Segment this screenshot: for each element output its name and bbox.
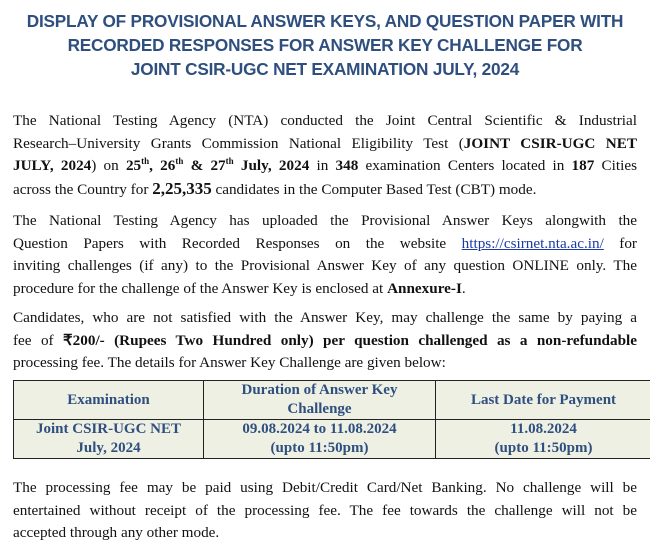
text: candidates in the Computer Based Test (CBT) mode.: [212, 181, 537, 198]
cell-text: (upto 11:50pm): [440, 439, 647, 458]
text: for: [604, 235, 637, 252]
cities-count: 187: [572, 157, 595, 174]
cell-text: July, 2024: [18, 439, 199, 458]
title-line-1: DISPLAY OF PROVISIONAL ANSWER KEYS, AND QUESTION PAPER WITH: [0, 9, 650, 33]
para3-line-1: Candidates, who are not satisfied with the Answer Key, may challenge the same by paying a: [13, 307, 637, 330]
annexure-reference: Annexure-I: [387, 280, 462, 297]
para1-line-3: [13, 155, 637, 178]
cell-last-date: [436, 420, 650, 459]
table-row: [14, 420, 650, 459]
paragraph-exam-conducted: [13, 110, 637, 201]
header-text: Examination: [18, 391, 199, 410]
paragraph-challenge-fee: [13, 307, 637, 375]
header-duration: [204, 381, 436, 420]
exam-year-bold: JULY, 2024: [13, 157, 91, 174]
cell-duration: [204, 420, 436, 459]
text: examination Centers located in: [358, 157, 571, 174]
paragraph-answer-keys-uploaded: [13, 210, 637, 300]
website-link[interactable]: https://csirnet.nta.ac.in/: [462, 235, 604, 252]
header-last-date: [436, 381, 650, 420]
text: Question Papers with Recorded Responses on the website: [13, 235, 462, 252]
cell-text: (upto 11:50pm): [208, 439, 431, 458]
para4-line-1: The processing fee may be paid using Debit/Credit Card/Net Banking. No challenge will be: [13, 477, 637, 500]
fee-amount: ₹200/- (Rupees Two Hundred only) per question challenged as a non-refundable: [63, 332, 637, 349]
centers-count: 348: [336, 157, 359, 174]
para2-line-3: inviting challenges (if any) to the Provisional Answer Key of any question ONLINE only. The: [13, 255, 637, 278]
text: procedure for the challenge of the Answer Key is enclosed at: [13, 280, 387, 297]
para3-line-2: [13, 330, 637, 353]
text: in: [309, 157, 335, 174]
para4-line-2: entertained without receipt of the processing fee. The fee towards the challenge will not be: [13, 500, 637, 523]
sup: th: [141, 156, 149, 166]
cell-text: 09.08.2024 to 11.08.2024: [208, 420, 431, 439]
cell-text: 11.08.2024: [440, 420, 647, 439]
paragraph-payment-mode: [13, 477, 637, 545]
para2-line-2: [13, 233, 637, 256]
sup: th: [175, 156, 183, 166]
cell-text: Joint CSIR-UGC NET: [18, 420, 199, 439]
document-title: [0, 9, 650, 81]
text: across the Country for: [13, 181, 152, 198]
para2-line-1: The National Testing Agency has uploaded the Provisional Answer Keys alongwith the: [13, 210, 637, 233]
para4-line-3: accepted through any other mode.: [13, 522, 637, 545]
exam-month: July, 2024: [234, 157, 310, 174]
text: .: [462, 280, 466, 297]
text: ) on: [91, 157, 126, 174]
date-27: & 27: [183, 157, 225, 174]
header-text: Challenge: [208, 400, 431, 419]
sup: th: [226, 156, 234, 166]
title-line-2: RECORDED RESPONSES FOR ANSWER KEY CHALLENGE FOR: [0, 33, 650, 57]
candidates-count: 2,25,335: [152, 179, 212, 198]
cell-examination: [14, 420, 204, 459]
date-26: , 26: [149, 157, 175, 174]
exam-name-bold: JOINT CSIR-UGC NET: [464, 135, 637, 152]
para2-line-4: [13, 278, 637, 301]
para1-line-1: The National Testing Agency (NTA) conducted the Joint Central Scientific & Industrial: [13, 110, 637, 133]
text: Research–University Grants Commission National Eligibility Test (: [13, 135, 464, 152]
answer-key-challenge-table: [13, 380, 650, 459]
header-examination: [14, 381, 204, 420]
table-header-row: [14, 381, 650, 420]
para3-line-3: processing fee. The details for Answer Key Challenge are given below:: [13, 352, 637, 375]
header-text: Last Date for Payment: [440, 391, 647, 410]
text: Cities: [594, 157, 637, 174]
header-text: Duration of Answer Key: [208, 381, 431, 400]
date-25: 25: [126, 157, 141, 174]
para1-line-2: [13, 133, 637, 156]
title-line-3: JOINT CSIR-UGC NET EXAMINATION JULY, 2024: [0, 57, 650, 81]
text: fee of: [13, 332, 63, 349]
para1-line-4: [13, 178, 637, 202]
